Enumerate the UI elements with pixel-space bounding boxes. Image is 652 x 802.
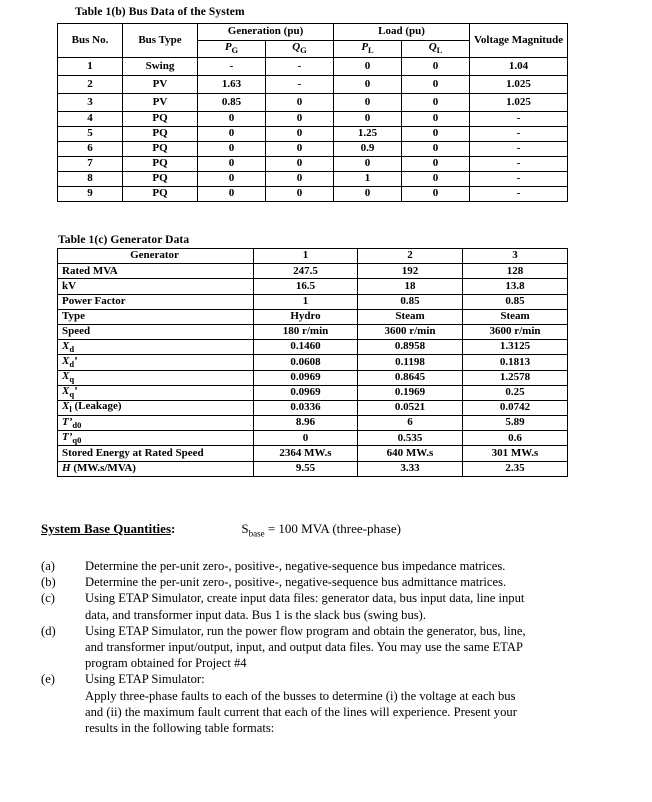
question-line: program obtained for Project #4 (85, 656, 247, 671)
table-row (58, 187, 568, 202)
cell-qg: 0 (266, 187, 334, 202)
cell-generator-2: 0.85 (358, 294, 463, 309)
row-label-subscript: d0 (72, 419, 82, 430)
table-row (58, 324, 568, 339)
row-label-subscript: l (69, 404, 72, 415)
row-label-prime: ’ (74, 385, 78, 398)
col-header-load: Load (pu) (334, 24, 470, 41)
cell-generator-2: 640 MW.s (358, 446, 463, 461)
cell-bus-no: 5 (58, 127, 123, 142)
row-label (58, 370, 254, 385)
cell-generator-2: 6 (358, 416, 463, 431)
question-label: (b) (41, 575, 56, 590)
symbol-p: P (224, 41, 232, 54)
table-row (58, 309, 568, 324)
table-row (58, 370, 568, 385)
row-label-subscript: q0 (72, 434, 82, 445)
cell-qg: - (266, 58, 334, 76)
question-line: results in the following table formats: (85, 721, 275, 736)
row-label-symbol: X (62, 339, 70, 352)
col-header-generation: Generation (pu) (198, 24, 334, 41)
row-label: Stored Energy at Rated Speed (58, 446, 254, 461)
cell-generator-3: 1.3125 (463, 340, 568, 355)
cell-pg: 0.85 (198, 94, 266, 112)
table-row (58, 416, 568, 431)
symbol-p-subscript: L (368, 45, 374, 56)
cell-bus-type: PQ (123, 172, 198, 187)
cell-qg: 0 (266, 157, 334, 172)
question-label: (c) (41, 591, 55, 606)
row-label (58, 461, 254, 476)
system-base-value (241, 521, 401, 539)
table-row (58, 157, 568, 172)
cell-generator-3: 0.25 (463, 385, 568, 400)
cell-generator-1: 0.0969 (254, 370, 358, 385)
cell-generator-1: 8.96 (254, 416, 358, 431)
table-row (58, 446, 568, 461)
cell-generator-2: 3600 r/min (358, 324, 463, 339)
table-row (58, 294, 568, 309)
bus-data-table (57, 23, 568, 202)
question-label: (d) (41, 623, 56, 638)
cell-generator-1: 0 (254, 431, 358, 446)
table-row (58, 142, 568, 157)
question-line: and transformer input/output, input, and output data files. You may use the same ETAP (85, 640, 523, 655)
cell-bus-type: PV (123, 94, 198, 112)
cell-generator-1: 9.55 (254, 461, 358, 476)
row-label-symbol: X (62, 400, 70, 413)
cell-bus-type: PV (123, 76, 198, 94)
symbol-q: Q (292, 41, 301, 54)
cell-ql: 0 (402, 94, 470, 112)
cell-ql: 0 (402, 172, 470, 187)
question-item (41, 590, 621, 622)
cell-generator-3: 0.6 (463, 431, 568, 446)
cell-bus-no: 1 (58, 58, 123, 76)
cell-voltage-magnitude: - (470, 142, 568, 157)
question-label: (a) (41, 559, 55, 573)
row-label-subscript: d (69, 343, 75, 354)
cell-generator-1: 247.5 (254, 264, 358, 279)
cell-bus-no: 4 (58, 112, 123, 127)
col-header-bus-no: Bus No. (58, 24, 123, 58)
col-header-gen-1: 1 (254, 249, 358, 264)
cell-ql: 0 (402, 112, 470, 127)
cell-pl: 0 (334, 94, 402, 112)
question-text (85, 623, 621, 672)
cell-generator-1: 16.5 (254, 279, 358, 294)
cell-qg: 0 (266, 127, 334, 142)
cell-bus-type: PQ (123, 142, 198, 157)
table-row (58, 340, 568, 355)
symbol-p: P (361, 41, 369, 54)
question-text (85, 558, 621, 574)
symbol-p-subscript: G (231, 45, 239, 56)
table-row (58, 58, 568, 76)
row-label-symbol: X (62, 370, 70, 383)
bus-table-body (58, 58, 568, 202)
symbol-s: S (241, 521, 249, 536)
cell-bus-type: Swing (123, 58, 198, 76)
symbol-q: Q (428, 41, 437, 54)
row-label-symbol: X (62, 354, 70, 367)
cell-generator-1: 0.1460 (254, 340, 358, 355)
cell-voltage-magnitude: - (470, 112, 568, 127)
row-label-subscript: q (69, 389, 75, 400)
table-row (58, 264, 568, 279)
row-label-subscript: q (69, 374, 75, 385)
cell-pg: 0 (198, 172, 266, 187)
cell-generator-2: 0.8958 (358, 340, 463, 355)
cell-bus-no: 3 (58, 94, 123, 112)
bus-table-header-row-1 (58, 24, 568, 41)
row-label-symbol: T’ (62, 415, 73, 428)
question-text (85, 574, 621, 590)
col-header-ql (402, 41, 470, 58)
cell-bus-no: 2 (58, 76, 123, 94)
cell-bus-no: 6 (58, 142, 123, 157)
question-item (41, 574, 621, 590)
cell-voltage-magnitude: 1.025 (470, 94, 568, 112)
cell-generator-1: 2364 MW.s (254, 446, 358, 461)
col-header-pg (198, 41, 266, 58)
table-1b-caption: Table 1(b) Bus Data of the System (75, 6, 245, 18)
cell-generator-3: 3600 r/min (463, 324, 568, 339)
cell-pl: 0 (334, 187, 402, 202)
cell-generator-2: 0.535 (358, 431, 463, 446)
col-header-bus-type: Bus Type (123, 24, 198, 58)
cell-ql: 0 (402, 142, 470, 157)
cell-generator-2: 0.8645 (358, 370, 463, 385)
question-line: and (ii) the maximum fault current that each of the lines will experience. Present your (85, 704, 517, 719)
row-label-symbol: T’ (62, 430, 73, 443)
row-label (58, 385, 254, 400)
col-header-pl (334, 41, 402, 58)
table-row (58, 461, 568, 476)
cell-voltage-magnitude: 1.025 (470, 76, 568, 94)
cell-generator-3: 0.0742 (463, 400, 568, 415)
row-label-text: (MW.s/MVA) (70, 461, 136, 474)
question-line: Determine the per-unit zero-, positive-, negative-sequence bus admittance matrices. (85, 575, 507, 590)
row-label-symbol: H (62, 461, 71, 474)
cell-pg: 0 (198, 112, 266, 127)
col-header-generator: Generator (58, 249, 254, 264)
question-line: Determine the per-unit zero-, positive-, negative-sequence bus impedance matrices. (85, 559, 506, 573)
cell-generator-1: 0.0969 (254, 385, 358, 400)
cell-pg: 0 (198, 157, 266, 172)
cell-generator-3: 13.8 (463, 279, 568, 294)
cell-bus-type: PQ (123, 127, 198, 142)
cell-generator-1: Hydro (254, 309, 358, 324)
table-row (58, 400, 568, 415)
cell-pl: 1.25 (334, 127, 402, 142)
col-header-gen-2: 2 (358, 249, 463, 264)
cell-generator-1: 180 r/min (254, 324, 358, 339)
generator-table-header-row (58, 249, 568, 264)
cell-generator-3: 5.89 (463, 416, 568, 431)
question-line: data, and transformer input data. Bus 1 is the slack bus (swing bus). (85, 607, 427, 622)
row-label-prime: ’ (74, 354, 78, 367)
cell-generator-2: 3.33 (358, 461, 463, 476)
question-item (41, 671, 621, 736)
cell-qg: 0 (266, 142, 334, 157)
cell-bus-type: PQ (123, 112, 198, 127)
cell-ql: 0 (402, 127, 470, 142)
cell-pg: 1.63 (198, 76, 266, 94)
question-item (41, 623, 621, 672)
row-label-symbol: X (62, 385, 70, 398)
cell-generator-2: 0.1198 (358, 355, 463, 370)
cell-generator-1: 0.0336 (254, 400, 358, 415)
cell-qg: 0 (266, 112, 334, 127)
question-list (41, 558, 621, 736)
cell-bus-type: PQ (123, 187, 198, 202)
cell-generator-3: 2.35 (463, 461, 568, 476)
table-row (58, 431, 568, 446)
cell-qg: - (266, 76, 334, 94)
cell-generator-2: 18 (358, 279, 463, 294)
question-line: Using ETAP Simulator, run the power flow program and obtain the generator, bus, line, (85, 623, 526, 638)
question-line: Apply three-phase faults to each of the busses to determine (i) the voltage at each bus (85, 688, 516, 703)
row-label: Rated MVA (58, 264, 254, 279)
cell-ql: 0 (402, 76, 470, 94)
cell-generator-2: Steam (358, 309, 463, 324)
table-row (58, 94, 568, 112)
cell-ql: 0 (402, 187, 470, 202)
question-line: Using ETAP Simulator, create input data files: generator data, bus input data, line input (85, 591, 525, 606)
bus-table-head (58, 24, 568, 58)
table-row (58, 385, 568, 400)
cell-pl: 0 (334, 157, 402, 172)
cell-voltage-magnitude: - (470, 172, 568, 187)
question-line: Using ETAP Simulator: (85, 672, 205, 687)
cell-bus-no: 7 (58, 157, 123, 172)
row-label: Type (58, 309, 254, 324)
cell-pl: 0 (334, 58, 402, 76)
col-header-gen-3: 3 (463, 249, 568, 264)
cell-bus-no: 8 (58, 172, 123, 187)
generator-data-table (57, 248, 568, 477)
row-label (58, 400, 254, 415)
cell-qg: 0 (266, 94, 334, 112)
table-1c-caption: Table 1(c) Generator Data (58, 234, 190, 246)
cell-bus-type: PQ (123, 157, 198, 172)
row-label: kV (58, 279, 254, 294)
symbol-q-subscript: L (436, 45, 443, 56)
row-label-subscript: d (69, 359, 75, 370)
table-row (58, 279, 568, 294)
cell-generator-1: 1 (254, 294, 358, 309)
cell-generator-3: 301 MW.s (463, 446, 568, 461)
question-item (41, 558, 621, 574)
table-row (58, 172, 568, 187)
cell-generator-3: Steam (463, 309, 568, 324)
col-header-voltage-magnitude: Voltage Magnitude (470, 24, 568, 58)
cell-ql: 0 (402, 58, 470, 76)
cell-voltage-magnitude: - (470, 157, 568, 172)
symbol-s-subscript: base (248, 528, 265, 539)
cell-generator-2: 0.0521 (358, 400, 463, 415)
cell-generator-2: 0.1969 (358, 385, 463, 400)
system-base-colon: : (171, 521, 176, 536)
cell-bus-no: 9 (58, 187, 123, 202)
cell-generator-3: 128 (463, 264, 568, 279)
cell-pl: 1 (334, 172, 402, 187)
row-label (58, 355, 254, 370)
cell-qg: 0 (266, 172, 334, 187)
cell-generator-1: 0.0608 (254, 355, 358, 370)
table-row (58, 76, 568, 94)
cell-pl: 0 (334, 76, 402, 94)
cell-voltage-magnitude: 1.04 (470, 58, 568, 76)
system-base-value-text: = 100 MVA (three-phase) (264, 521, 401, 536)
question-text (85, 590, 621, 622)
cell-pl: 0 (334, 112, 402, 127)
table-row (58, 355, 568, 370)
col-header-qg (266, 41, 334, 58)
cell-pl: 0.9 (334, 142, 402, 157)
cell-generator-3: 0.85 (463, 294, 568, 309)
row-label: Speed (58, 324, 254, 339)
cell-pg: 0 (198, 127, 266, 142)
row-label (58, 340, 254, 355)
cell-pg: - (198, 58, 266, 76)
row-label-text: (Leakage) (71, 400, 122, 413)
row-label (58, 431, 254, 446)
table-row (58, 112, 568, 127)
generator-table-body (58, 264, 568, 477)
cell-ql: 0 (402, 157, 470, 172)
row-label: Power Factor (58, 294, 254, 309)
row-label (58, 416, 254, 431)
cell-pg: 0 (198, 187, 266, 202)
system-base-quantities-line (41, 521, 621, 539)
cell-generator-3: 1.2578 (463, 370, 568, 385)
symbol-q-subscript: G (300, 45, 307, 56)
cell-pg: 0 (198, 142, 266, 157)
table-row (58, 127, 568, 142)
question-label: (e) (41, 672, 55, 687)
system-base-label: System Base Quantities (41, 521, 171, 536)
generator-table-head (58, 249, 568, 264)
question-text (85, 671, 621, 736)
cell-voltage-magnitude: - (470, 127, 568, 142)
cell-generator-3: 0.1813 (463, 355, 568, 370)
cell-voltage-magnitude: - (470, 187, 568, 202)
cell-generator-2: 192 (358, 264, 463, 279)
